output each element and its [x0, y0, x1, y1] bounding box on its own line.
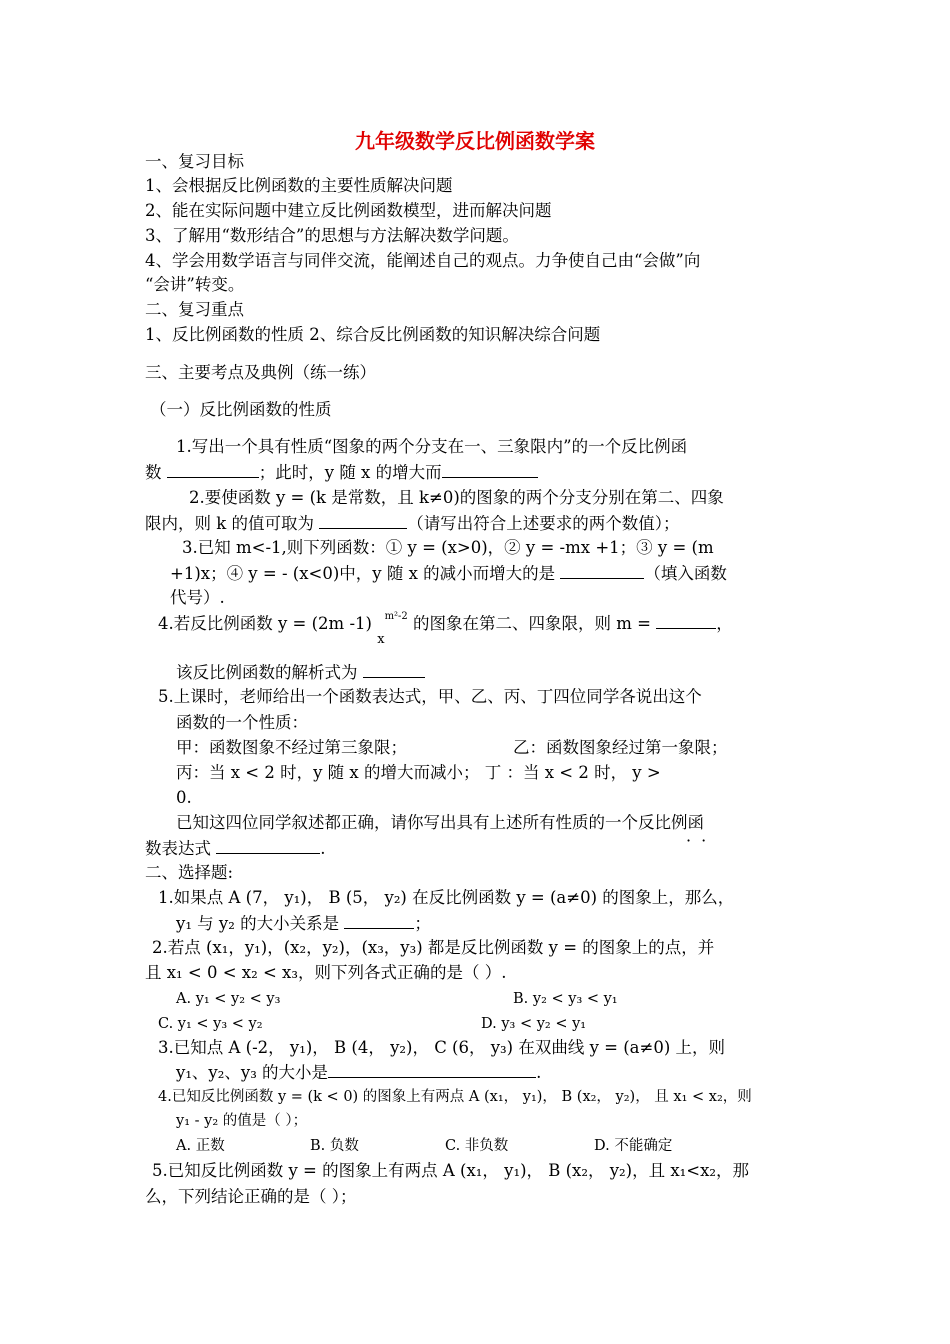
fill-q4-text-c: ， [716, 614, 733, 633]
answer-blank[interactable] [442, 461, 538, 478]
fill-q2-line-1: 2.要使函数 y = (k 是常数，且 k≠0)的图象的两个分支分别在第二、四象 [189, 488, 724, 507]
document-title: 九年级数学反比例函数学案 [355, 129, 595, 153]
fill-q4-line-1 [158, 611, 733, 647]
fill-q4-base-x: x [377, 632, 385, 647]
choice-q5-line-1: 5.已知反比例函数 y = 的图象上有两点 A (x₁， y₁)， B (x₂， y₂)，且 x₁<x₂，那 [152, 1161, 750, 1180]
answer-blank[interactable] [319, 512, 407, 529]
fill-q5-text-a: 数表达式 [145, 839, 217, 858]
key-points-text: 1、反比例函数的性质 2、综合反比例函数的知识解决综合问题 [145, 325, 601, 344]
choice-q2-option-d: D. y₃ < y₂ < y₁ [481, 1016, 587, 1032]
fill-q3-line-2 [170, 562, 727, 585]
answer-blank[interactable] [167, 461, 259, 478]
goal-4-line-2: “会讲”转变。 [145, 275, 245, 294]
fill-q3-text-b: （填入函数 [644, 564, 727, 583]
choice-q2-line-1: 2.若点 (x₁，y₁)，(x₂，y₂)，(x₃，y₃) 都是反比例函数 y = 的图象上的点，并 [152, 938, 715, 957]
choice-q1-line-1: 1.如果点 A (7， y₁)， B (5， y₂) 在反比例函数 y = (a≠0) 的图象上，那么， [158, 888, 735, 907]
goal-3: 3、了解用“数形结合”的思想与方法解决数学问题。 [145, 226, 519, 245]
choice-q2-option-b: B. y₂ < y₃ < y₁ [513, 991, 618, 1007]
fill-q3-line-3: 代号）. [170, 588, 225, 607]
answer-blank[interactable] [344, 912, 414, 929]
fill-q1-line-2 [145, 461, 538, 484]
section-heading-goals: 一、复习目标 [145, 152, 244, 171]
fill-q2-line-2 [145, 512, 679, 535]
fill-q5-line-1: 5.上课时，老师给出一个函数表达式，甲、乙、丙、丁四位同学各说出这个 [158, 687, 702, 706]
fill-q5-line-6: 已知这四位同学叙述都正确，请你写出具有上述所有性质的一个反比例函 [176, 813, 704, 832]
section-heading-examples: 三、主要考点及典例（练一练） [145, 363, 376, 382]
section-heading-choice: 二、选择题: [145, 863, 234, 882]
answer-blank[interactable] [656, 612, 716, 629]
fill-q5-jia: 甲：函数图象不经过第三象限； [176, 738, 407, 757]
choice-q4-line-1: 4.已知反比例函数 y = (k < 0) 的图象上有两点 A (x₁， y₁)， B (x₂， y₂)， 且 x₁ < x₂，则 [158, 1089, 752, 1105]
answer-blank[interactable] [363, 661, 425, 678]
choice-q3-line-2 [176, 1061, 541, 1084]
choice-q2-option-a: A. y₁ < y₂ < y₃ [176, 991, 281, 1007]
choice-q4-option-b: B. 负数 [310, 1138, 359, 1154]
fill-q5-bing-ding: 丙：当 x < 2 时，y 随 x 的增大而减小； 丁 ：当 x < 2 时， y > [176, 763, 661, 782]
fill-q4-exponent: m²-2 [384, 611, 408, 622]
goal-2: 2、能在实际问题中建立反比例函数模型，进而解决问题 [145, 201, 552, 220]
choice-q2-line-2: 且 x₁ < 0 < x₂ < x₃，则下列各式正确的是（ ）. [145, 963, 507, 982]
choice-q2-option-c: C. y₁ < y₃ < y₂ [158, 1016, 263, 1032]
fill-q5-line-7 [145, 837, 326, 860]
choice-q4-option-d: D. 不能确定 [594, 1138, 673, 1154]
fill-q2-text-b: （请写出符合上述要求的两个数值）； [407, 514, 680, 533]
fill-q3-line-1: 3.已知 m<-1,则下列函数：① y = (x>0)，② y = -mx +1；③ y = (m [182, 538, 714, 557]
subsection-heading-properties: （一）反比例函数的性质 [150, 400, 332, 419]
choice-q4-line-2: y₁ - y₂ 的值是（ ）； [176, 1113, 308, 1129]
choice-q1-line-2 [176, 912, 431, 935]
fill-q1-text-b: ；此时，y 随 x 的增大而 [258, 463, 442, 482]
fill-q5-yi: 乙：函数图象经过第一象限； [513, 738, 728, 757]
fill-q1-line-1: 1.写出一个具有性质“图象的两个分支在一、三象限内”的一个反比例函 [176, 437, 688, 456]
choice-q4-option-a: A. 正数 [176, 1138, 225, 1154]
choice-q4-option-c: C. 非负数 [445, 1138, 509, 1154]
goal-4-line-1: 4、学会用数学语言与同伴交流，能阐述自己的观点。力争使自己由“会做”向 [145, 251, 701, 270]
fill-q1-text-a: 数 [145, 463, 167, 482]
choice-q3-line-1: 3.已知点 A (-2， y₁)， B (4， y₂)， C (6， y₃) 在双曲线 y = (a≠0) 上，则 [158, 1038, 726, 1057]
fill-q4-text-a: 4.若反比例函数 y = (2m -1) [158, 614, 372, 633]
fill-q3-text-a: +1)x；④ y = - (x<0)中，y 随 x 的减小而增大的是 [170, 564, 561, 583]
choice-q3-text-a: y₁、y₂、y₃ 的大小是 [176, 1063, 329, 1082]
fill-q2-text-a: 限内，则 k 的值可取为 [145, 514, 320, 533]
fill-q5-text-b: . [320, 839, 326, 858]
emphasis-dots: ·· [686, 831, 717, 850]
fill-q4-text-b: 的图象在第二、四象限，则 m = [413, 614, 657, 633]
goal-1: 1、会根据反比例函数的主要性质解决问题 [145, 176, 453, 195]
answer-blank[interactable] [328, 1061, 536, 1078]
choice-q1-text-b: ； [414, 914, 431, 933]
fill-q5-zero: 0. [176, 788, 192, 807]
fill-q5-line-2: 函数的一个性质： [176, 713, 308, 732]
fill-q4-line-2 [176, 661, 425, 684]
choice-q5-line-2: 么，下列结论正确的是（ ）； [145, 1187, 357, 1206]
answer-blank[interactable] [560, 562, 644, 579]
section-heading-key-points: 二、复习重点 [145, 300, 244, 319]
fill-q4-text-d: 该反比例函数的解析式为 [176, 663, 363, 682]
choice-q3-text-b: . [536, 1063, 542, 1082]
choice-q1-text-a: y₁ 与 y₂ 的大小关系是 [176, 914, 345, 933]
answer-blank[interactable] [216, 837, 320, 854]
